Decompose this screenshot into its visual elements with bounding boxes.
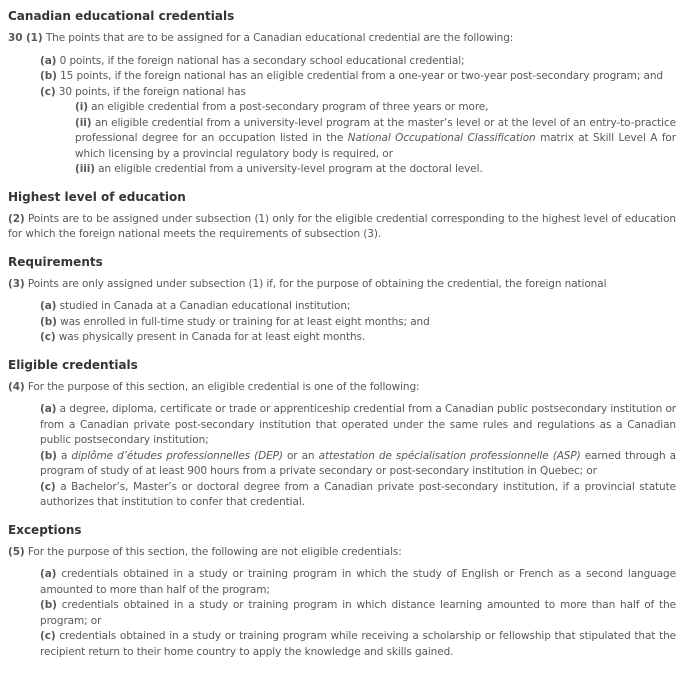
clause-text: was physically present in Canada for at least eight months. [58, 331, 366, 343]
clause-item [40, 449, 676, 480]
clause-list [8, 402, 676, 511]
subclause-text: an eligible credential from a university-level program at the master’s level or at the level of an entry-to-practice professional degree for an occupation listed in the [75, 116, 676, 144]
clause-text: studied in Canada at a Canadian educational institution; [59, 300, 351, 312]
clause-item [40, 567, 676, 598]
clause-marker: (b) [40, 315, 57, 328]
clause-item [40, 299, 676, 315]
clause-text: credentials obtained in a study or training program while receiving a scholarship or fellowship that stipulated that the recipient return to their home country to apply the knowledge and skills gained. [40, 630, 676, 658]
italic-term-noc: National Occupational Classification [347, 132, 536, 144]
provision-paragraph [8, 212, 676, 243]
clause-item [40, 330, 676, 346]
subclause-text: matrix at Skill Level A for which licensing by a provincial regulatory body is required, or [75, 132, 676, 160]
italic-term-asp: attestation de spécialisation professionnelle (ASP) [318, 449, 581, 462]
subclause-marker: (ii) [75, 116, 92, 129]
clause-marker: (b) [40, 599, 57, 611]
italic-term-dep: diplôme d’études professionnelles (DEP) [71, 449, 283, 462]
marginal-note-heading: Requirements [8, 254, 103, 269]
marginal-note-heading: Highest level of education [8, 189, 186, 204]
section-eligible-credentials [8, 358, 676, 511]
provision-text: Points are to be assigned under subsection (1) only for the eligible credential corresponding to the highest level of education for which the foreign national meets the requirements of subsection (3). [8, 212, 676, 240]
clause-item [40, 54, 676, 70]
clause-text: or an [286, 449, 315, 462]
clause-item [40, 402, 676, 449]
clause-text: earned through a program of study of at least 900 hours from a private secondary or post-secondary institution in Quebec; or [40, 449, 676, 477]
provision-text: The points that are to be assigned for a Canadian educational credential are the following: [45, 32, 514, 44]
provision-paragraph [8, 380, 676, 396]
clause-list [8, 54, 676, 178]
subclause-text: an eligible credential from a university-level program at the doctoral level. [98, 163, 483, 175]
clause-text: 15 points, if the foreign national has an eligible credential from a one-year or two-year post-secondary program; and [60, 70, 663, 82]
subclause-item [75, 100, 676, 116]
clause-marker: (b) [40, 70, 57, 82]
provision-text: For the purpose of this section, an eligible credential is one of the following: [27, 380, 420, 393]
clause-list [8, 299, 676, 346]
provision-text: For the purpose of this section, the following are not eligible credentials: [27, 545, 402, 558]
clause-marker: (a) [40, 568, 57, 580]
subclause-item [75, 116, 676, 163]
clause-item [40, 480, 676, 511]
provision-marker: (3) [8, 277, 25, 290]
provision-marker: 30 (1) [8, 32, 43, 44]
provision-marker: (5) [8, 545, 25, 558]
clause-marker: (c) [40, 630, 56, 642]
clause-list [8, 567, 676, 660]
clause-text: 0 points, if the foreign national has a secondary school educational credential; [59, 54, 465, 67]
clause-marker: (a) [40, 403, 57, 415]
clause-marker: (c) [40, 331, 56, 343]
provision-paragraph [8, 31, 676, 47]
section-requirements [8, 255, 676, 346]
clause-item [40, 85, 676, 101]
provision-paragraph [8, 545, 676, 561]
clause-text: credentials obtained in a study or training program in which distance learning amounted to more than half of the program; or [40, 599, 676, 627]
section-canadian-educational-credentials [8, 9, 676, 178]
clause-marker: (b) [40, 449, 57, 462]
clause-marker: (c) [40, 480, 56, 493]
provision-marker: (4) [8, 380, 25, 393]
marginal-note-heading: Eligible credentials [8, 357, 138, 372]
section-exceptions [8, 523, 676, 661]
marginal-note-heading: Exceptions [8, 522, 82, 537]
subclause-text: an eligible credential from a post-secondary program of three years or more, [91, 101, 489, 113]
clause-marker: (c) [40, 85, 56, 98]
clause-text: a degree, diploma, certificate or trade or apprenticeship credential from a Canadian public postsecondary institution or from a Canadian private post-secondary institution that operated under the same rules and regulations as a Canadian public postsecondary institution; [40, 403, 676, 446]
provision-paragraph [8, 277, 676, 293]
provision-text: Points are only assigned under subsection (1) if, for the purpose of obtaining the credential, the foreign national [27, 277, 607, 290]
provision-marker: (2) [8, 212, 25, 225]
clause-item [40, 598, 676, 629]
clause-marker: (a) [40, 54, 57, 67]
section-highest-level-of-education [8, 190, 676, 243]
subclause-item [75, 162, 676, 178]
clause-text: a [60, 449, 68, 462]
clause-marker: (a) [40, 300, 57, 312]
clause-text: was enrolled in full-time study or training for at least eight months; and [60, 315, 430, 328]
subclause-marker: (iii) [75, 163, 95, 175]
subclause-marker: (i) [75, 101, 88, 113]
clause-text: credentials obtained in a study or training program in which the study of English or French as a second language amounted to more than half of the program; [40, 568, 676, 596]
clause-item [40, 315, 676, 331]
clause-item [40, 629, 676, 660]
clause-text: 30 points, if the foreign national has [58, 85, 246, 98]
clause-text: a Bachelor’s, Master’s or doctoral degree from a Canadian private post-secondary institution, if a provincial statute authorizes that institution to confer that credential. [40, 480, 676, 508]
marginal-note-heading: Canadian educational credentials [8, 9, 235, 23]
clause-item [40, 69, 676, 85]
